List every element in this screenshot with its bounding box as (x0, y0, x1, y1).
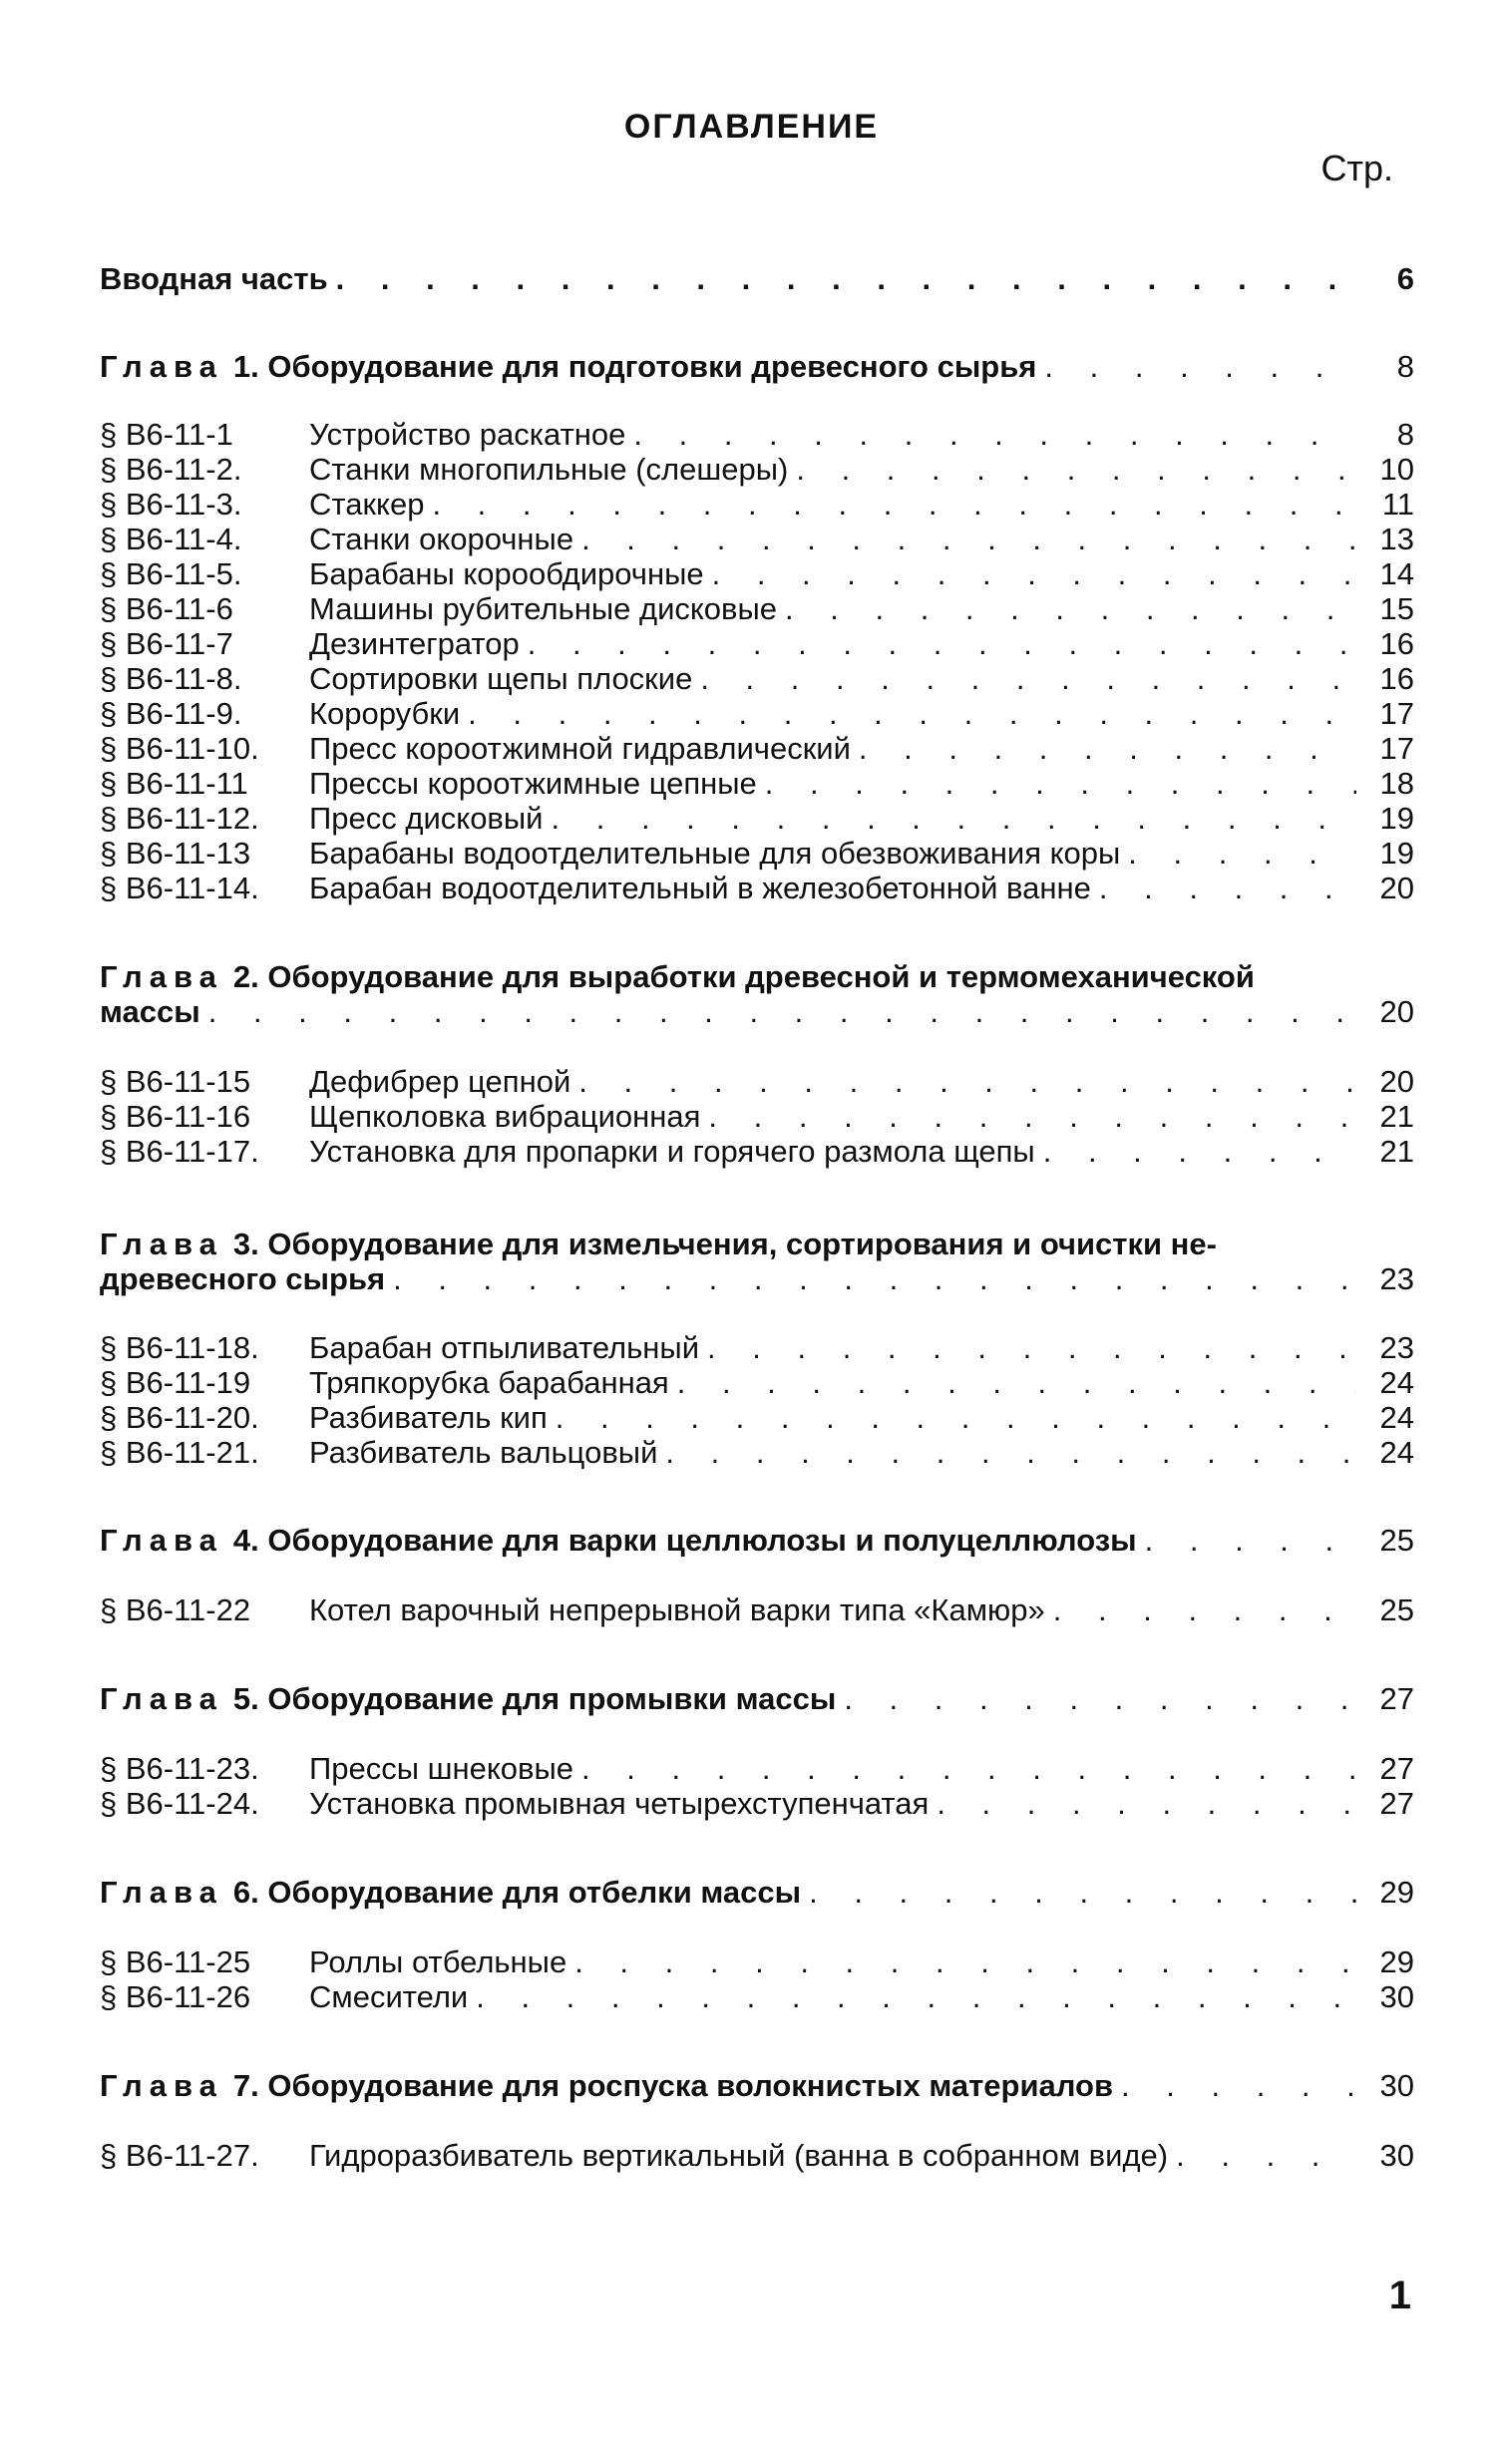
dot-leader (785, 591, 1356, 626)
chapter-number: 2. (232, 959, 259, 994)
dot-leader (1145, 1523, 1356, 1558)
toc-section (100, 1064, 1414, 1099)
section-title: Прессы короотжимные цепные (309, 766, 757, 801)
toc-section (100, 2138, 1414, 2173)
entry-page: 16 (1379, 626, 1414, 661)
entry-page: 6 (1396, 261, 1414, 296)
entry-page: 24 (1379, 1365, 1414, 1400)
entry-page: 13 (1379, 522, 1414, 556)
page-number: 1 (1388, 2274, 1411, 2317)
dot-leader (556, 1400, 1356, 1435)
section-title: Корорубки (309, 696, 461, 731)
dot-leader (574, 1944, 1356, 1979)
entry-page: 20 (1379, 1064, 1414, 1099)
entry-page: 24 (1379, 1435, 1414, 1470)
entry-page: 29 (1379, 1944, 1414, 1979)
page-column-label: Стр. (1320, 148, 1393, 188)
entry-page: 29 (1379, 1875, 1414, 1910)
dot-leader (581, 522, 1356, 556)
toc-section (100, 1400, 1414, 1435)
section-code: § В6-11-5. (100, 556, 242, 591)
section-code: § В6-11-4. (100, 522, 242, 556)
dot-leader (1099, 871, 1356, 905)
section-title: Смесители (309, 1979, 469, 2014)
entry-page: 11 (1381, 487, 1414, 522)
entry-page: 25 (1379, 1523, 1414, 1558)
entry-page: 21 (1379, 1099, 1414, 1134)
dot-leader (859, 731, 1356, 766)
chapter-title: Оборудование для подготовки древесного сырья (267, 349, 1037, 384)
chapter-prefix: Глава (100, 1523, 223, 1558)
chapter-title-line1: Оборудование для измельчения, сортирования и очистки не- (267, 1227, 1217, 1261)
section-title: Щепколовка вибрационная (309, 1099, 701, 1134)
section-title: Дезинтегратор (309, 626, 520, 661)
toc-section (100, 1592, 1414, 1627)
section-title: Дефибрер цепной (309, 1064, 571, 1099)
toc-section (100, 661, 1414, 696)
dot-leader (393, 1261, 1356, 1296)
toc-section (100, 1786, 1414, 1821)
chapter-prefix: Глава (100, 349, 223, 384)
section-code: § В6-11-21. (100, 1435, 259, 1470)
chapter-title: Оборудование для отбелки массы (267, 1875, 802, 1910)
chapter-number: 5. (232, 1681, 259, 1716)
toc-section (100, 871, 1414, 905)
entry-title: Вводная часть (100, 261, 328, 296)
section-code: § В6-11-26 (100, 1979, 251, 2014)
section-title: Барабан водоотделительный в железобетонной ванне (309, 871, 1091, 905)
section-code: § В6-11-6 (100, 591, 233, 626)
section-title: Установка для пропарки и горячего размола щепы (309, 1134, 1035, 1169)
dot-leader (665, 1435, 1356, 1470)
toc-chapter-7 (100, 2068, 1414, 2103)
toc-section (100, 487, 1414, 522)
dot-leader (1043, 1134, 1356, 1169)
dot-leader (700, 661, 1356, 696)
entry-page: 17 (1379, 731, 1414, 766)
dot-leader (796, 452, 1356, 487)
section-code: § В6-11-18. (100, 1330, 259, 1365)
toc-section (100, 766, 1414, 801)
dot-leader (809, 1875, 1356, 1910)
section-title: Стаккер (309, 487, 425, 522)
section-title: Станки многопильные (слешеры) (309, 452, 789, 487)
chapter-title: Оборудование для промывки массы (267, 1681, 837, 1716)
toc-section (100, 1979, 1414, 2014)
toc-section (100, 626, 1414, 661)
section-code: § В6-11-10. (100, 731, 259, 766)
chapter-prefix: Глава (100, 1681, 223, 1716)
chapter-title-line1: Оборудование для выработки древесной и термомеханической (267, 959, 1255, 994)
toc-section (100, 1944, 1414, 1979)
toc-chapter-3-line1 (100, 1227, 1414, 1261)
entry-page: 19 (1379, 801, 1414, 836)
toc-section (100, 1435, 1414, 1470)
chapter-number: 4. (232, 1523, 259, 1558)
section-code: § В6-11-7 (100, 626, 233, 661)
toc-section (100, 1330, 1414, 1365)
section-title: Барабан отпыливательный (309, 1330, 700, 1365)
dot-leader (844, 1681, 1356, 1716)
section-code: § В6-11-16 (100, 1099, 251, 1134)
entry-page: 27 (1379, 1751, 1414, 1786)
section-title: Пресс короотжимной гидравлический (309, 731, 851, 766)
section-title: Разбиватель кип (309, 1400, 548, 1435)
toc-section (100, 452, 1414, 487)
toc-section (100, 801, 1414, 836)
dot-leader (707, 1330, 1356, 1365)
section-code: § В6-11-23. (100, 1751, 259, 1786)
chapter-title: Оборудование для роспуска волокнистых материалов (267, 2068, 1114, 2103)
section-title: Сортировки щепы плоские (309, 661, 693, 696)
section-code: § В6-11-13 (100, 836, 251, 871)
toc-entry-intro (100, 261, 1414, 296)
entry-page: 30 (1379, 1979, 1414, 2014)
chapter-title: Оборудование для варки целлюлозы и полуцеллюлозы (267, 1523, 1137, 1558)
toc-chapter-1 (100, 349, 1414, 384)
toc-chapter-5 (100, 1681, 1414, 1716)
entry-page: 23 (1379, 1330, 1414, 1365)
dot-leader (765, 766, 1356, 801)
dot-leader (552, 801, 1357, 836)
toc-section (100, 696, 1414, 731)
toc-section (100, 591, 1414, 626)
section-title: Роллы отбельные (309, 1944, 567, 1979)
entry-page: 17 (1379, 696, 1414, 731)
section-code: § В6-11-1 (100, 417, 233, 452)
page-title: ОГЛАВЛЕНИЕ (623, 108, 880, 146)
entry-page: 30 (1379, 2138, 1414, 2173)
toc-section (100, 836, 1414, 871)
toc-chapter-3-line2 (100, 1261, 1414, 1296)
section-code: § В6-11-15 (100, 1064, 251, 1099)
dot-leader (468, 696, 1356, 731)
dot-leader (712, 556, 1356, 591)
section-code: § В6-11-19 (100, 1365, 251, 1400)
toc-section (100, 1099, 1414, 1134)
chapter-title-line2: древесного сырья (100, 1261, 386, 1296)
chapter-title-line2: массы (100, 994, 200, 1029)
section-code: § В6-11-3. (100, 487, 242, 522)
section-title: Тряпкорубка барабанная (309, 1365, 669, 1400)
toc-section (100, 731, 1414, 766)
toc-section (100, 1134, 1414, 1169)
dot-leader (208, 994, 1356, 1029)
section-code: § В6-11-14. (100, 871, 259, 905)
toc-section (100, 1365, 1414, 1400)
entry-page: 10 (1379, 452, 1414, 487)
toc-chapter-2-line2 (100, 994, 1414, 1029)
entry-page: 14 (1379, 556, 1414, 591)
chapter-number: 1. (232, 349, 259, 384)
chapter-number: 7. (232, 2068, 259, 2103)
toc-section (100, 556, 1414, 591)
dot-leader (476, 1979, 1356, 2014)
entry-page: 20 (1379, 871, 1414, 905)
toc-section (100, 417, 1414, 452)
section-code: § В6-11-11 (100, 766, 248, 801)
section-title: Прессы шнековые (309, 1751, 574, 1786)
dot-leader (578, 1064, 1356, 1099)
dot-leader (1128, 836, 1356, 871)
entry-page: 21 (1379, 1134, 1414, 1169)
section-code: § В6-11-12. (100, 801, 259, 836)
entry-page: 30 (1379, 2068, 1414, 2103)
section-title: Барабаны водоотделительные для обезвоживания коры (309, 836, 1121, 871)
entry-page: 16 (1379, 661, 1414, 696)
section-title: Гидроразбиватель вертикальный (ванна в собранном виде) (309, 2138, 1169, 2173)
chapter-prefix: Глава (100, 959, 223, 994)
toc-chapter-6 (100, 1875, 1414, 1910)
entry-page: 23 (1379, 1261, 1414, 1296)
entry-page: 18 (1379, 766, 1414, 801)
section-code: § В6-11-17. (100, 1134, 259, 1169)
entry-page: 20 (1379, 994, 1414, 1029)
dot-leader (528, 626, 1356, 661)
toc-chapter-4 (100, 1523, 1414, 1558)
dot-leader (1121, 2068, 1356, 2103)
section-title: Барабаны корообдирочные (309, 556, 704, 591)
section-title: Машины рубительные дисковые (309, 591, 778, 626)
chapter-prefix: Глава (100, 1875, 223, 1910)
section-code: § В6-11-27. (100, 2138, 259, 2173)
dot-leader (432, 487, 1356, 522)
toc-section (100, 1751, 1414, 1786)
dot-leader (633, 417, 1356, 452)
entry-page: 8 (1396, 417, 1414, 452)
dot-leader (1053, 1592, 1356, 1627)
dot-leader (581, 1751, 1356, 1786)
entry-page: 8 (1396, 349, 1414, 384)
dot-leader (708, 1099, 1356, 1134)
chapter-prefix: Глава (100, 1227, 223, 1261)
dot-leader (937, 1786, 1356, 1821)
dot-leader (336, 261, 1356, 296)
section-title: Устройство раскатное (309, 417, 626, 452)
section-code: § В6-11-2. (100, 452, 242, 487)
section-code: § В6-11-9. (100, 696, 242, 731)
section-code: § В6-11-22 (100, 1592, 251, 1627)
chapter-number: 6. (232, 1875, 259, 1910)
section-code: § В6-11-25 (100, 1944, 251, 1979)
toc-section (100, 522, 1414, 556)
toc-chapter-2-line1 (100, 959, 1414, 994)
entry-page: 25 (1379, 1592, 1414, 1627)
entry-page: 19 (1379, 836, 1414, 871)
section-title: Установка промывная четырехступенчатая (309, 1786, 930, 1821)
dot-leader (1044, 349, 1356, 384)
section-title: Разбиватель вальцовый (309, 1435, 658, 1470)
entry-page: 27 (1379, 1681, 1414, 1716)
entry-page: 27 (1379, 1786, 1414, 1821)
chapter-prefix: Глава (100, 2068, 223, 2103)
section-code: § В6-11-20. (100, 1400, 259, 1435)
chapter-number: 3. (232, 1227, 259, 1261)
section-code: § В6-11-24. (100, 1786, 259, 1821)
section-title: Станки окорочные (309, 522, 574, 556)
dot-leader (1176, 2138, 1356, 2173)
dot-leader (677, 1365, 1356, 1400)
section-title: Пресс дисковый (309, 801, 544, 836)
entry-page: 24 (1379, 1400, 1414, 1435)
entry-page: 15 (1379, 591, 1414, 626)
section-code: § В6-11-8. (100, 661, 242, 696)
section-title: Котел варочный непрерывной варки типа «Камюр» (309, 1592, 1045, 1627)
